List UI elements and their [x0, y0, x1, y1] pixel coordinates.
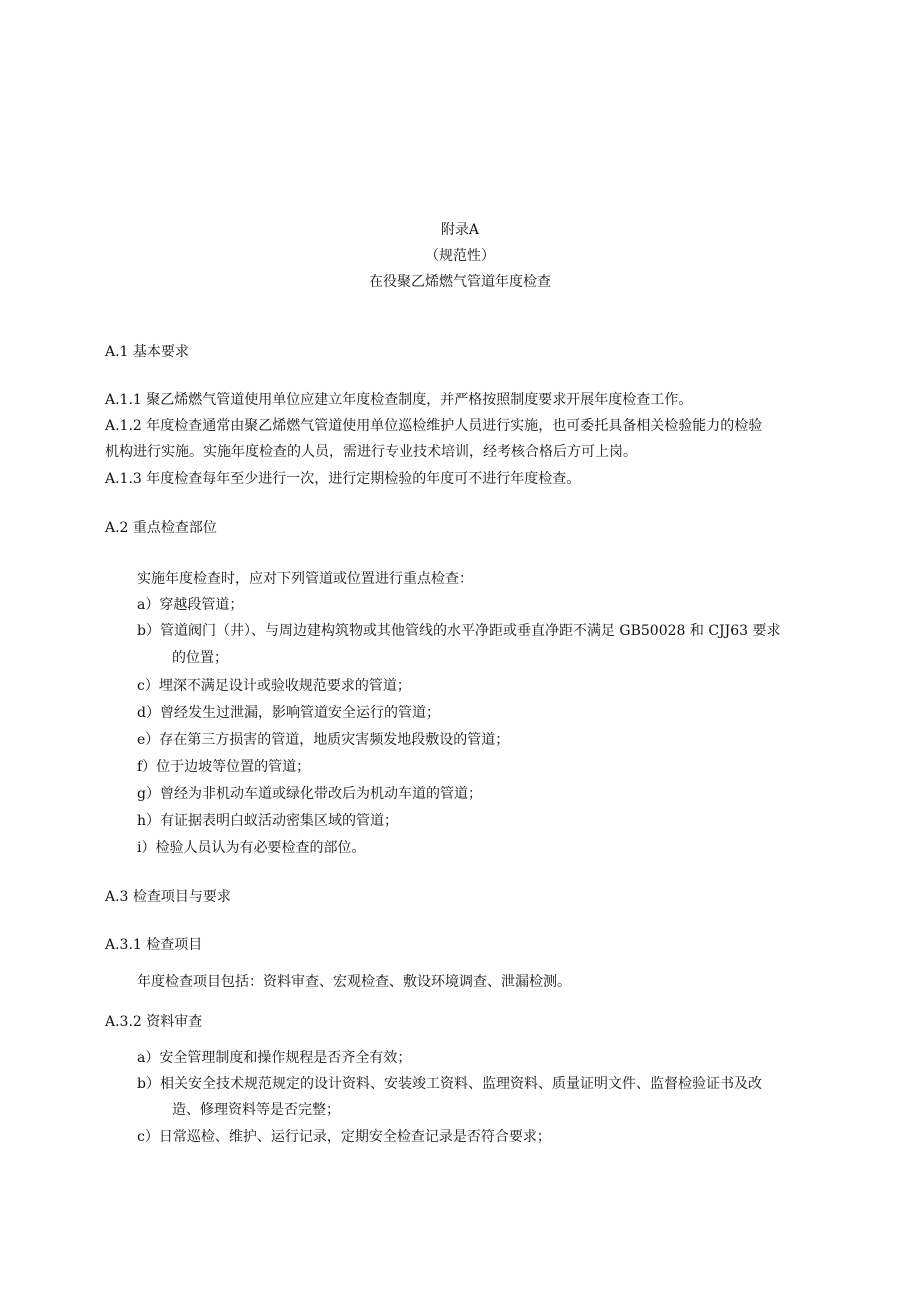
list-item: a）穿越段管道；	[137, 597, 244, 613]
appendix-subject: 在役聚乙烯燃气管道年度检查	[369, 274, 551, 290]
list-item-continuation: 造、修理资料等是否完整；	[172, 1102, 340, 1118]
section-a1-heading: A.1 基本要求	[105, 344, 189, 360]
section-a3-heading: A.3 检查项目与要求	[105, 889, 231, 905]
list-item: b）管道阀门（井）、与周边建构筑物或其他管线的水平净距或垂直净距不满足 GB50028 和 CJJ63 要求	[137, 623, 781, 639]
list-item: g）曾经为非机动车道或绿化带改后为机动车道的管道；	[137, 786, 482, 802]
section-a2-heading: A.2 重点检查部位	[105, 520, 217, 536]
list-item: f）位于边坡等位置的管道；	[137, 759, 311, 775]
list-item: h）有证据表明白蚁活动密集区域的管道；	[137, 813, 399, 829]
subsection-a3-1-heading: A.3.1 检查项目	[105, 937, 203, 953]
section-a2-intro: 实施年度检查时，应对下列管道或位置进行重点检查：	[137, 571, 473, 587]
list-item: c）日常巡检、维护、运行记录，定期安全检查记录是否符合要求；	[137, 1129, 551, 1145]
subsection-a3-1-text: 年度检查项目包括：资料审查、宏观检查、敷设环境调查、泄漏检测。	[137, 974, 571, 990]
list-item: d）曾经发生过泄漏，影响管道安全运行的管道；	[137, 705, 440, 721]
appendix-nature: （规范性）	[425, 248, 495, 264]
clause-a1-2-line1: A.1.2 年度检查通常由聚乙烯燃气管道使用单位巡检维护人员进行实施，也可委托具备相关检验能力的检验	[105, 418, 763, 434]
list-item: a）安全管理制度和操作规程是否齐全有效；	[137, 1050, 412, 1066]
list-item: c）埋深不满足设计或验收规范要求的管道；	[137, 678, 411, 694]
clause-a1-1: A.1.1 聚乙烯燃气管道使用单位应建立年度检查制度，并严格按照制度要求开展年度检查工作。	[105, 392, 693, 408]
list-item: i）检验人员认为有必要检查的部位。	[137, 840, 366, 856]
list-item: b）相关安全技术规范规定的设计资料、安装竣工资料、监理资料、质量证明文件、监督检验证书及改	[137, 1076, 762, 1092]
clause-a1-2-line2: 机构进行实施。实施年度检查的人员，需进行专业技术培训，经考核合格后方可上岗。	[105, 444, 637, 460]
list-item-continuation: 的位置；	[172, 650, 228, 666]
subsection-a3-2-heading: A.3.2 资料审查	[105, 1014, 203, 1030]
clause-a1-3: A.1.3 年度检查每年至少进行一次，进行定期检验的年度可不进行年度检查。	[105, 471, 581, 487]
list-item: e）存在第三方损害的管道，地质灾害频发地段敷设的管道；	[137, 732, 510, 748]
appendix-title: 附录A	[440, 222, 480, 238]
